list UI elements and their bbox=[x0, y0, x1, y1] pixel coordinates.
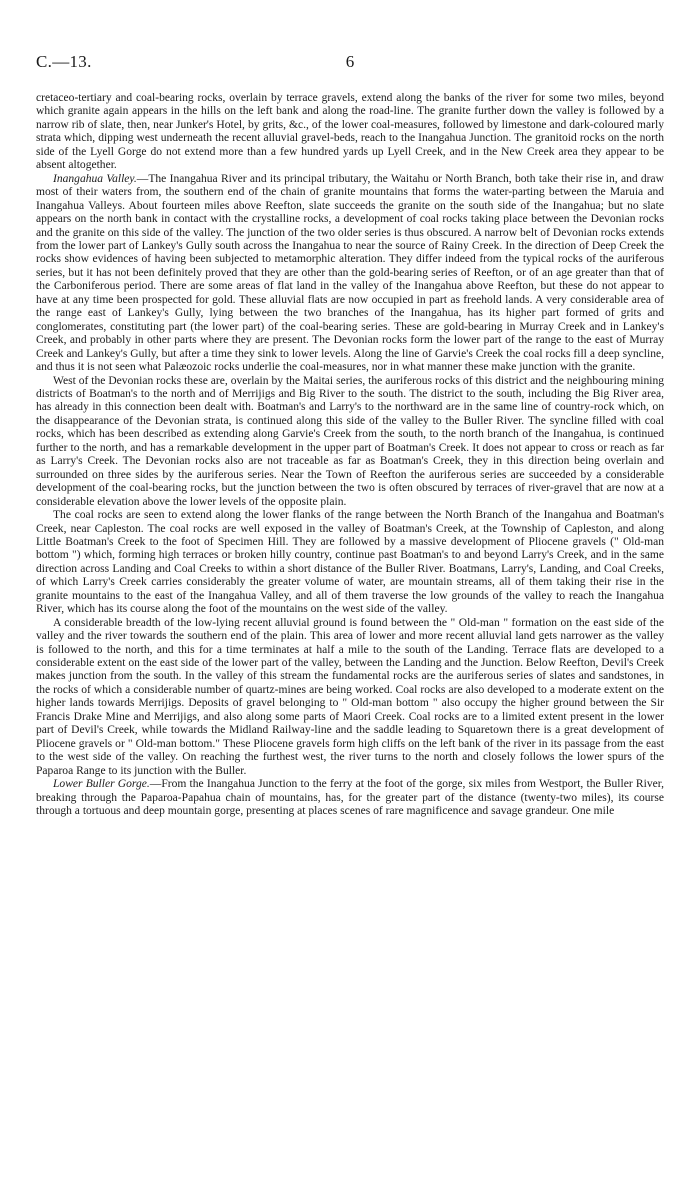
paragraph: The coal rocks are seen to extend along the lower flanks of the range between the North Branch of the Inangahua and Boatman's Creek, near Capleston. The coal rocks are well exposed in the valley of Boatman's Creek, at the Township of Capleston, and along Little Boatman's Creek to the foot of Specimen Hill. They are followed by a massive development of Pliocene gravels (" Old-man bottom ") which, forming high terraces or broken hilly country, continue past Boatman's to and beyond Larry's Creek, and in the same direction across Landing and Coal Creeks to within a short distance of the Buller River. Boatmans, Larry's, Landing, and Coal Creeks, of which Larry's Creek carries considerably the greater volume of water, are mountain streams, all of them taking their rise in the granite mountains to the east of the Inangahua Valley, and all of them traverse the low grounds of the valley to reach the Inangahua River, which has its course along the foot of the mountains on the west side of the valley. bbox=[36, 509, 664, 616]
document-body bbox=[36, 92, 664, 818]
page-header bbox=[36, 52, 664, 74]
report-code: C.—13. bbox=[36, 52, 92, 71]
paragraph-lower-buller-gorge: Lower Buller Gorge.—From the Inangahua Junction to the ferry at the foot of the gorge, six miles from Westport, the Buller River, breaking through the Paparoa-Papahua chain of mountains, has, for the greater part of the distance (twenty-two miles), its course through a tortuous and deep mountain gorge, presenting at places scenes of rare magnificence and savage grandeur. One mile bbox=[36, 778, 664, 818]
paragraph: West of the Devonian rocks these are, overlain by the Maitai series, the auriferous rocks of this district and the neighbouring mining districts of Boatman's to the north and of Merrijigs and Big River to the south. The district to the south, including the Big River area, has already in this connection been dealt with. Boatman's and Larry's to the northward are in the same line of country-rock which, on the disappearance of the Devonian strata, is continued along this side of the valley to the Buller River. The syncline filled with coal rocks, which has been described as extending along Garvie's Creek from the south, to the north branch of the Inangahua, is continued further to the north, and has a remarkable development in the upper part of Boatman's Creek. It does not appear to cross or reach as far as Larry's Creek. The Devonian rocks also are not traceable as far as Boatman's Creek, they in this direction being overlain and surrounded on three sides by the auriferous series. Near the Town of Reefton the auriferous series are succeeded by a considerable development of the coal-bearing rocks, but the junction between the two is often obscured by terraces of river-gravel that are now at a considerable elevation above the lower levels of the opposite plain. bbox=[36, 374, 664, 508]
section-heading: Lower Buller Gorge. bbox=[53, 778, 150, 791]
paragraph-continued: cretaceo-tertiary and coal-bearing rocks, overlain by terrace gravels, extend along the banks of the river for some two miles, beyond which granite again appears in the hills on the left bank and along the road-line. The granite further down the valley is followed by a narrow rib of slate, then, near Junker's Hotel, by grits, &c., of the lower coal-measures, followed by limestone and dark-coloured marly strata which, dipping west underneath the recent alluvial gravel-beds, reach to the Inangahua Junction. The granitoid rocks on the north side of the Lyell Gorge do not extend more than a few hundred yards up Lyell Creek, and in the New Creek area they appear to be absent altogether. bbox=[36, 92, 664, 172]
paragraph-inangahua-valley: Inangahua Valley.—The Inangahua River and its principal tributary, the Waitahu or North Branch, both take their rise in, and draw most of their waters from, the southern end of the chain of granite mountains that forms the water-parting between the Maruia and Inangahua Valleys. About fourteen miles above Reefton, slate succeeds the granite on the south side of the Inangahua; but no slate appears on the north bank in contact with the crystalline rocks, a development of coal rocks taking place between the Devonian rocks and the granite on this side of the valley. The junction of the two older series is thus obscured. A narrow belt of Devonian rocks extends from the lower part of Lankey's Gully south across the Inangahua to near the source of Rainy Creek. In the direction of Deep Creek the rocks show evidences of having been subjected to metamorphic alteration. They differ indeed from the typical rocks of the auriferous series, but it has not been definitely proved that they are other than the gold-bearing series of Reefton, or of an age greater than that of the Carboniferous period. There are some areas of flat land in the valley of the Inangahua above Reefton, but these do not appear to have at any time been prospected for gold. These alluvial flats are now occupied in part as freehold lands. A very considerable area of the range east of Lankey's Gully, lying between the two branches of the Inangahua, has its higher part formed of grits and conglomerates, constituting part (the lower part) of the coal-bearing series. These are gold-bearing in Murray Creek and in Lankey's Creek, and probably in other parts where they are present. The Devonian rocks form the lower part of the range to the east of Murray Creek and Lankey's Gully, but after a time they sink to lower levels. Along the line of Garvie's Creek the coal rocks fill a deep syncline, and thus it is not seen what Palæozoic rocks underlie the coal-measures, nor in what manner these make junction with the granite. bbox=[36, 172, 664, 374]
page-number: 6 bbox=[345, 52, 355, 71]
section-heading: Inangahua Valley. bbox=[53, 172, 137, 185]
paragraph: A considerable breadth of the low-lying recent alluvial ground is found between the " Old-man " formation on the east side of the valley and the river towards the southern end of the plain. This area of lower and more recent alluvial land gets narrower as the valley is followed to the north, and this for a time terminates at half a mile to the south of the Landing. Terrace flats are developed to a considerable extent on the east side of the lower part of the valley, between the Landing and the Junction. Below Reefton, Devil's Creek makes junction from the south. In the valley of this stream the fundamental rocks are the auriferous series of slates and sandstones, in the rocks of which a considerable number of quartz-mines are being worked. Coal rocks are also developed to a moderate extent on the higher lands towards Merrijigs. Deposits of gravel belonging to " Old-man bottom " also occupy the higher ground between the Sir Francis Drake Mine and Merrijigs, and also along some parts of Maori Creek. Coal rocks are to a limited extent present in the lower part of Devil's Creek, while towards the Midland Railway-line and the saddle leading to Squaretown there is a great development of Pliocene gravels or " Old-man bottom." These Pliocene gravels form high cliffs on the left bank of the river in its passage from the east to the west side of the valley. On reaching the furthest west, the river turns to the north and closely follows the lower spurs of the Paparoa Range to its junction with the Buller. bbox=[36, 616, 664, 777]
